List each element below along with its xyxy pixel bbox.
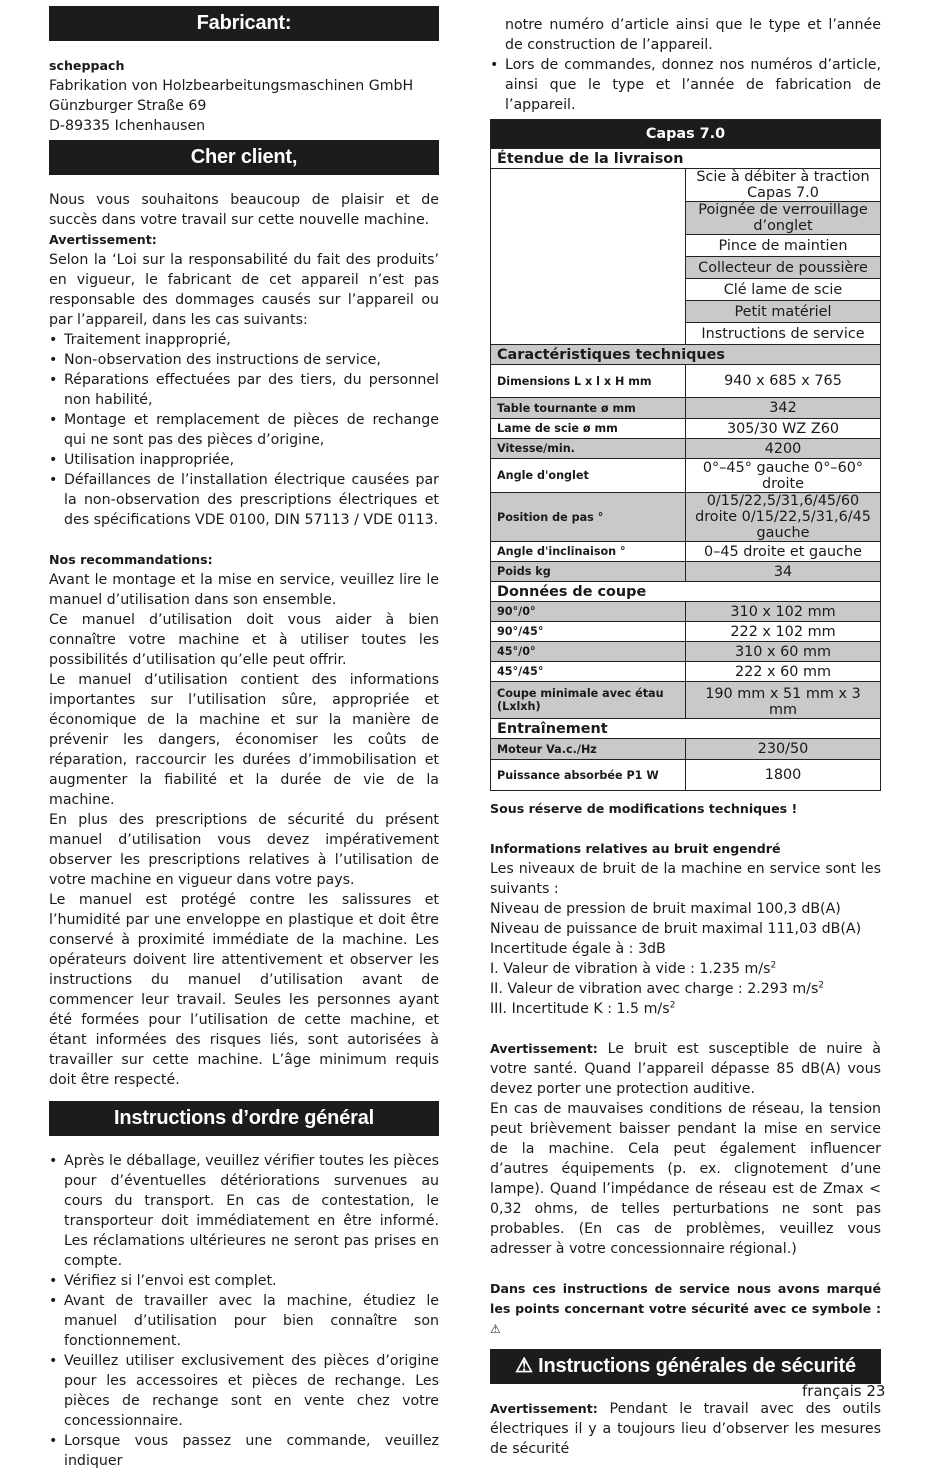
table-blank-cell	[491, 169, 686, 345]
recommendations-label: Nos recommandations:	[49, 552, 213, 567]
recommendation-paragraph: Le manuel est protégé contre les salissures et l’humidité par une enveloppe en plastique et doit être conservé à proximité immédiate de la machine. Les opérateurs doivent lire attentivement et observer les instructions du manuel d’utilisation avant de commencer leur travail. Seules les personnes ayant été formées pour l’utilisation de cette machine, et étant informées des risques liés, sont autorisées à travailler sur cette machine. L’âge minimum requis doit être respecté.	[49, 892, 439, 1088]
spec-label: Vitesse/min.	[491, 439, 686, 459]
delivery-item: Instructions de service	[686, 323, 881, 345]
spec-value: 0°–45° gauche 0°–60° droite	[686, 459, 881, 493]
spec-label: 45°/0°	[491, 642, 686, 662]
delivery-item: Pince de maintien	[686, 235, 881, 257]
company-line: Fabrikation von Holzbearbeitungsmaschinen GmbH	[49, 78, 414, 94]
spec-value: 310 x 102 mm	[686, 602, 881, 622]
spec-value: 0/15/22,5/31,6/45/60 droite 0/15/22,5/31,6/45 gauche	[686, 493, 881, 542]
delivery-item: Petit matériel	[686, 301, 881, 323]
spec-label: Puissance absorbée P1 W	[491, 760, 686, 791]
client-heading: Cher client,	[49, 140, 439, 175]
table-section-tech: Caractéristiques techniques	[491, 345, 881, 365]
spec-value: 4200	[686, 439, 881, 459]
recommendation-paragraph: Le manuel d’utilisation contient des informations importantes sur l’utilisation sûre, appropriée et économique de la machine et sur la manière de prévenir les dangers, économiser les coûts de réparation, raccourcir les durées d’immobilisation et augmenter la fiabilité et la durée de vie de la machine.	[49, 672, 439, 808]
spec-value: 222 x 102 mm	[686, 622, 881, 642]
delivery-item: Scie à débiter à traction Capas 7.0	[686, 169, 881, 202]
page-footer: français 23	[802, 1382, 886, 1400]
spec-label: Lame de scie ø mm	[491, 419, 686, 439]
spec-value: 940 x 685 x 765	[686, 365, 881, 398]
list-item: • Non-observation des instructions de service,	[49, 350, 439, 370]
table-section-delivery: Étendue de la livraison	[491, 149, 881, 169]
spec-label: Angle d'inclinaison °	[491, 542, 686, 562]
spec-value: 1800	[686, 760, 881, 791]
list-item: • Avant de travailler avec la machine, étudiez le manuel d’utilisation pour bien connaître son fonctionnement.	[49, 1291, 439, 1351]
spec-value: 342	[686, 398, 881, 419]
warning-paragraph: Avertissement: Le bruit est susceptible de nuire à votre santé. Quand l’appareil dépasse 85 dB(A) vous devez porter une protection auditive.	[490, 1041, 881, 1097]
spec-table	[490, 119, 881, 791]
welcome-text: Nous vous souhaitons beaucoup de plaisir et de succès dans votre travail sur cette nouvelle machine.	[49, 192, 439, 228]
spec-label: Dimensions L x l x H mm	[491, 365, 686, 398]
delivery-item: Poignée de verrouillage d’onglet	[686, 202, 881, 235]
table-section-cut: Données de coupe	[491, 582, 881, 602]
list-item: • Utilisation inappropriée,	[49, 450, 439, 470]
spec-value: 222 x 60 mm	[686, 662, 881, 682]
general-list	[49, 1151, 439, 1471]
spec-label: 45°/45°	[491, 662, 686, 682]
spec-label: Angle d'onglet	[491, 459, 686, 493]
orders-list	[490, 55, 881, 115]
list-item: • Défaillances de l’installation électrique causées par la non-observation des prescriptions électriques et des spécifications VDE 0100, DIN 57113 / VDE 0113.	[49, 470, 439, 530]
company-line: Günzburger Straße 69	[49, 98, 207, 114]
warning-list	[49, 330, 439, 530]
list-item: • Veuillez utiliser exclusivement des pièces d’origine pour les accessoires et pièces de rechange. Les pièces de rechange sont en vente chez votre concessionnaire.	[49, 1351, 439, 1431]
symbol-note: Dans ces instructions de service nous avons marqué les points concernant votre sécurité avec ce symbole : ⚠	[490, 1281, 881, 1336]
safety-paragraph: Avertissement: Pendant le travail avec des outils électriques il y a toujours lieu d’observer les mesures de sécurité	[490, 1401, 882, 1457]
spec-value: 230/50	[686, 739, 881, 760]
spec-label: Moteur Va.c./Hz	[491, 739, 686, 760]
spec-label: Poids kg	[491, 562, 686, 582]
left-column	[49, 0, 439, 1471]
noise-heading: Informations relatives au bruit engendré	[490, 841, 781, 856]
vibration-line: III. Incertitude K : 1.5 $m/s^2$	[490, 1000, 676, 1017]
spec-value: 190 mm x 51 mm x 3 mm	[686, 682, 881, 719]
delivery-item: Collecteur de poussière	[686, 257, 881, 279]
safety-heading: ⚠ Instructions générales de sécurité	[490, 1349, 881, 1384]
right-column	[490, 0, 881, 1459]
warning-label: Avertissement:	[490, 1041, 598, 1056]
noise-line: Niveau de pression de bruit maximal 100,3 dB(A)	[490, 901, 841, 917]
warning-triangle-icon: ⚠	[515, 1355, 533, 1377]
recommendation-paragraph: En plus des prescriptions de sécurité du présent manuel d’utilisation vous devez impérativement observer les prescriptions relatives à l’utilisation de votre machine en vigueur dans votre pays.	[49, 812, 439, 888]
list-item: • Vérifiez si l’envoi est complet.	[49, 1271, 439, 1291]
noise-line: Incertitude égale à : 3dB	[490, 941, 666, 957]
list-item: • Lorsque vous passez une commande, veuillez indiquer	[49, 1431, 439, 1471]
list-item: • Réparations effectuées par des tiers, du personnel non habilité,	[49, 370, 439, 410]
spec-value: 0–45 droite et gauche	[686, 542, 881, 562]
warning-triangle-icon: ⚠	[490, 1322, 501, 1336]
list-item: • Lors de commandes, donnez nos numéros d’article, ainsi que le type et l’année de fabrication de l’appareil.	[490, 55, 881, 115]
table-section-drive: Entraînement	[491, 719, 881, 739]
spec-value: 305/30 WZ Z60	[686, 419, 881, 439]
list-item: • Après le déballage, veuillez vérifier toutes les pièces pour d’éventuelles détériorations survenues au cours du transport. En cas de contestation, le transporteur doit immédiatement en être informé. Les réclamations ultérieures ne seront pas prises en compte.	[49, 1151, 439, 1271]
continuation-text: notre numéro d’article ainsi que le type et l’année de construction de l’appareil.	[505, 17, 881, 53]
noise-line: Les niveaux de bruit de la machine en service sont les suivants :	[490, 861, 881, 897]
spec-label: 90°/0°	[491, 602, 686, 622]
table-model-header: Capas 7.0	[491, 120, 881, 149]
vibration-line: II. Valeur de vibration avec charge : 2.293 $m/s^2$	[490, 980, 825, 997]
reserve-note: Sous réserve de modifications techniques !	[490, 801, 798, 816]
company-name: scheppach	[49, 58, 125, 73]
network-paragraph: En cas de mauvaises conditions de réseau, la tension peut brièvement baisser pendant la mise en service de la machine. Cela peut également influencer d’autres équipements (p. ex. clignotement d’une lampe). Quand l’impédance de réseau est de Zmax < 0,32 ohms, de telles perturbations ne sont pas probables. (En cas de problèmes, veuillez vous adresser à votre concessionnaire régional.)	[490, 1101, 881, 1257]
company-line: D-89335 Ichenhausen	[49, 118, 206, 134]
spec-value: 310 x 60 mm	[686, 642, 881, 662]
warning-text: Selon la ‘Loi sur la responsabilité du fait des produits’ en vigueur, le fabricant de cet appareil n’est pas responsable des dommages causés sur l’appareil ou par l’appareil, dans les cas suivants:	[49, 252, 439, 328]
spec-label: 90°/45°	[491, 622, 686, 642]
fabricant-heading: Fabricant:	[49, 6, 439, 41]
spec-label: Position de pas °	[491, 493, 686, 542]
recommendation-paragraph: Ce manuel d’utilisation doit vous aider à bien connaître votre machine et à utiliser toutes les possibilités d’utilisation qu’elle peut offrir.	[49, 612, 439, 668]
spec-label: Table tournante ø mm	[491, 398, 686, 419]
general-heading: Instructions d’ordre général	[49, 1101, 439, 1136]
spec-value: 34	[686, 562, 881, 582]
noise-line: Niveau de puissance de bruit maximal 111,03 dB(A)	[490, 921, 862, 937]
spec-label: Coupe minimale avec étau (Lxlxh)	[491, 682, 686, 719]
delivery-item: Clé lame de scie	[686, 279, 881, 301]
list-item: • Traitement inapproprié,	[49, 330, 439, 350]
list-item: • Montage et remplacement de pièces de rechange qui ne sont pas des pièces d’origine,	[49, 410, 439, 450]
recommendation-paragraph: Avant le montage et la mise en service, veuillez lire le manuel d’utilisation dans son ensemble.	[49, 572, 439, 608]
warning-label: Avertissement:	[49, 232, 157, 247]
vibration-line: I. Valeur de vibration à vide : 1.235 $m/s^2$	[490, 960, 777, 977]
warning-label: Avertissement:	[490, 1401, 598, 1416]
